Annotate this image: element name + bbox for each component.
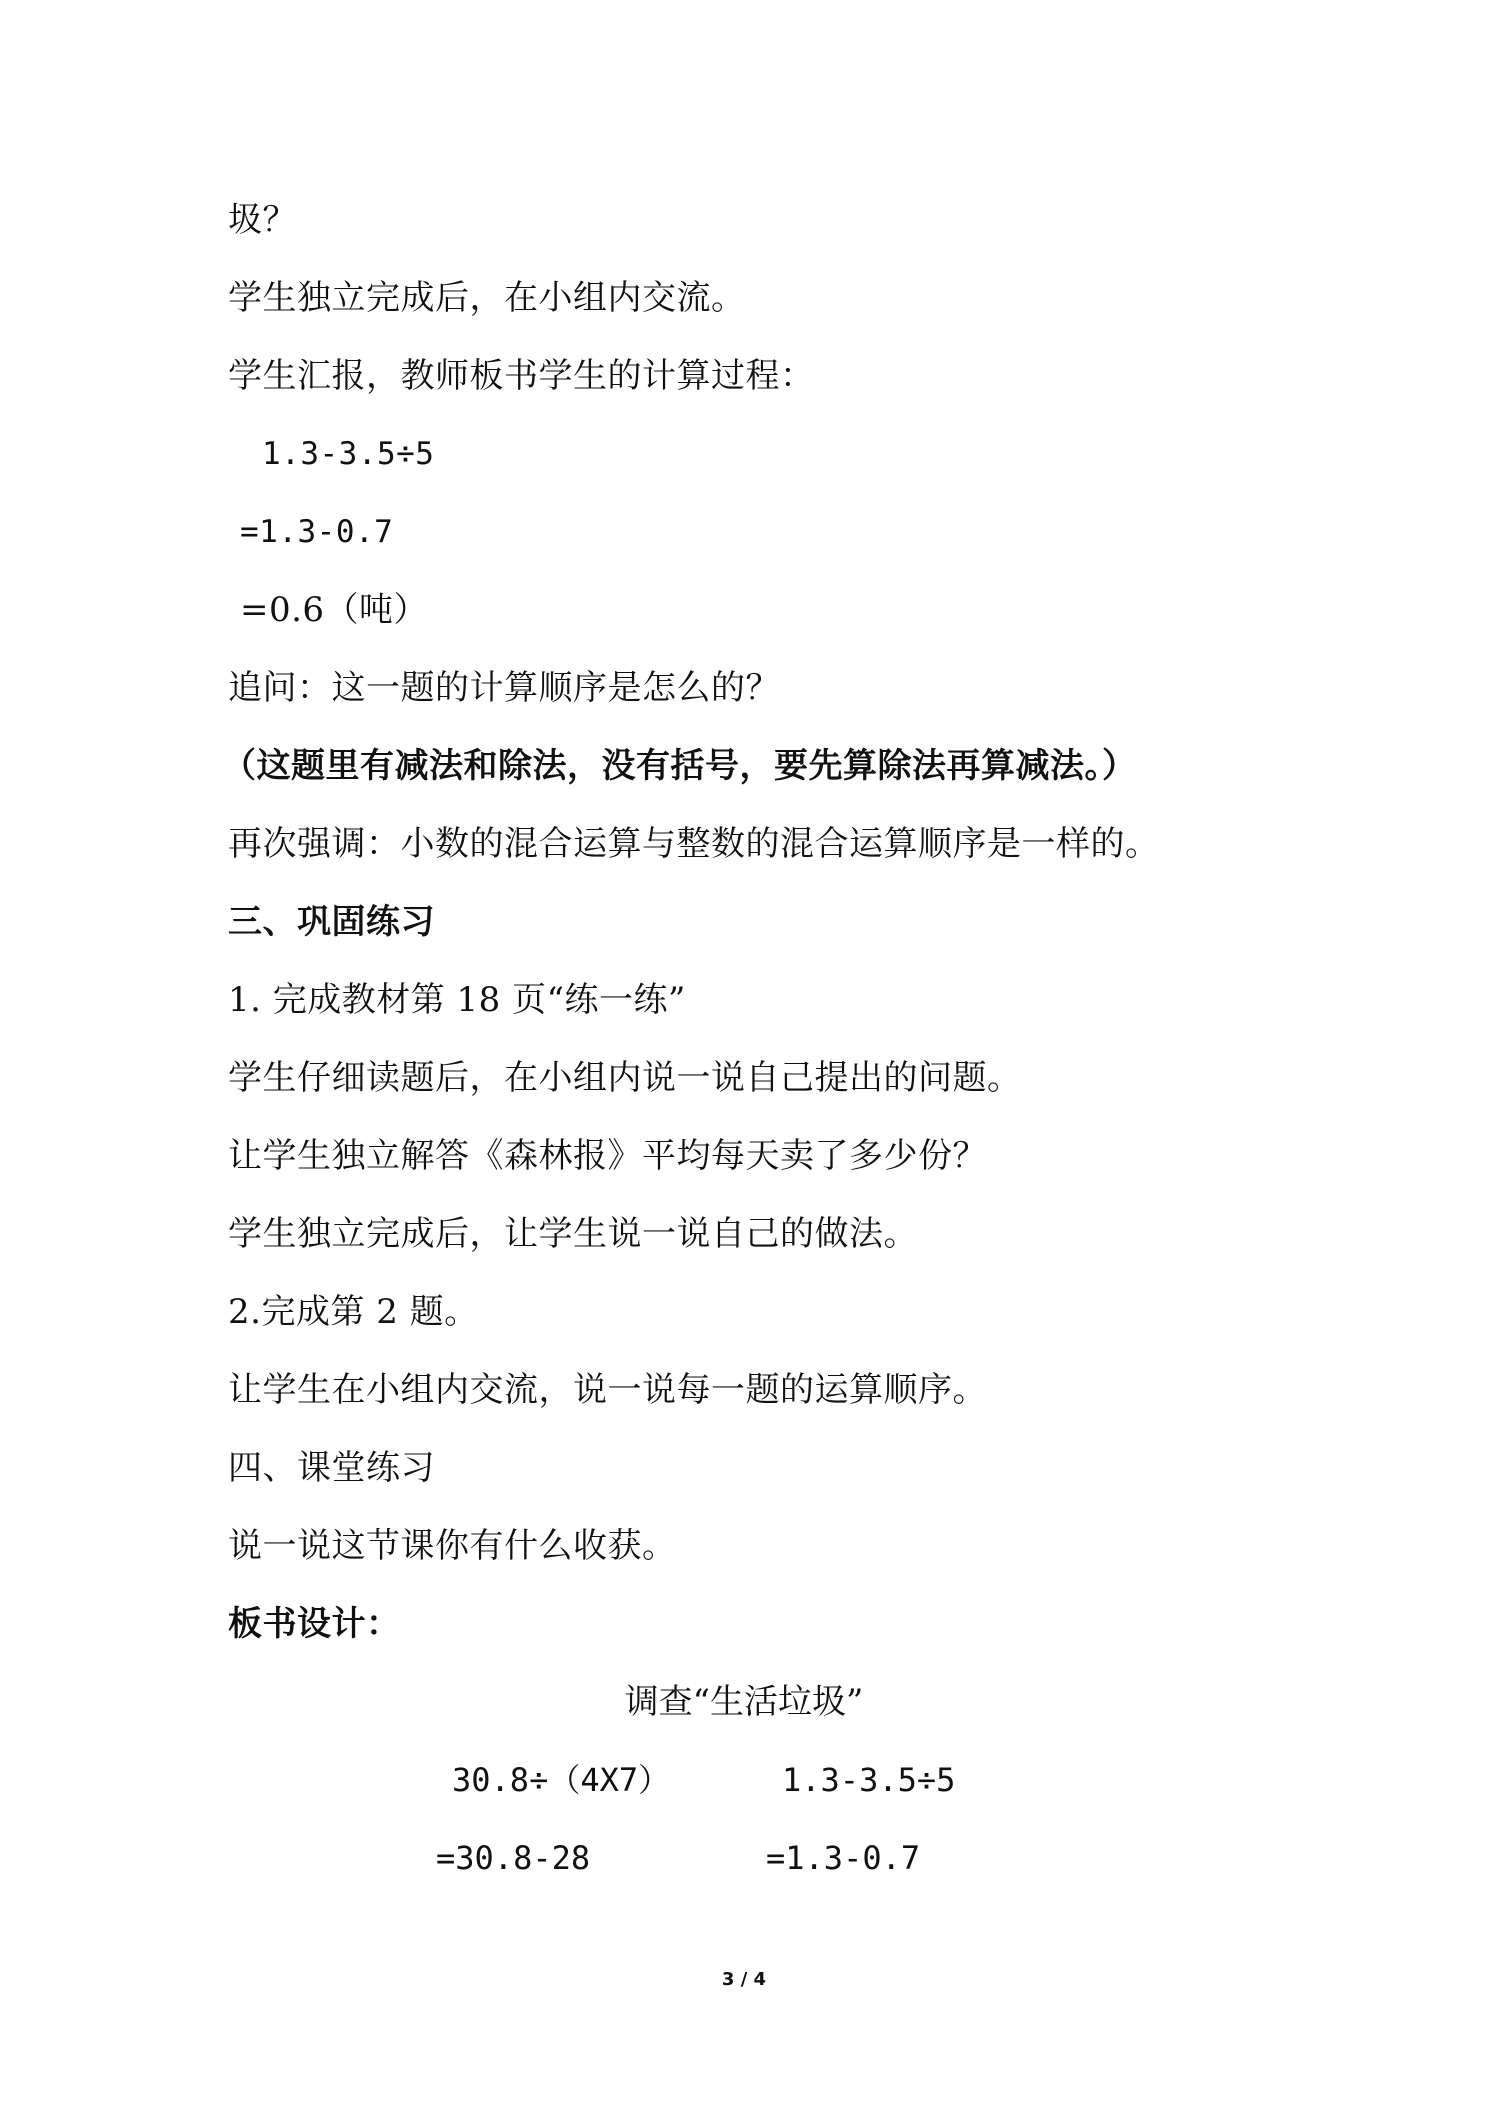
text-line-garbage-question: 圾？ [228, 200, 297, 240]
text-line-group-discussion: 让学生在小组内交流，说一说每一题的运算顺序。 [228, 1370, 987, 1410]
heading-board-design: 板书设计： [228, 1604, 401, 1644]
text-line-solve-newspaper: 让学生独立解答《森林报》平均每天卖了多少份？ [228, 1136, 987, 1176]
text-line-gains: 说一说这节课你有什么收获。 [228, 1526, 677, 1566]
text-line-exercise-2: 2.完成第 2 题。 [228, 1292, 479, 1332]
text-line-exercise-1: 1. 完成教材第 18 页“练一练” [228, 980, 686, 1020]
board-right-step-2: =1.3-0.7 [766, 1839, 921, 1877]
text-line-student-report: 学生汇报，教师板书学生的计算过程： [228, 356, 815, 396]
text-line-read-problem: 学生仔细读题后，在小组内说一说自己提出的问题。 [228, 1058, 1022, 1098]
text-line-order-explanation: （这题里有减法和除法，没有括号，要先算除法再算减法。） [222, 746, 1137, 786]
board-right-step-1: 1.3-3.5÷5 [782, 1761, 956, 1799]
text-line-independent-work: 学生独立完成后，在小组内交流。 [228, 278, 746, 318]
calc-step-3: =0.6（吨） [240, 590, 429, 630]
text-line-follow-up-question: 追问：这一题的计算顺序是怎么的？ [228, 668, 780, 708]
section-heading-practice: 三、巩固练习 [228, 902, 435, 942]
board-left-step-2: =30.8-28 [436, 1839, 591, 1877]
calc-step-1: 1.3-3.5÷5 [262, 436, 435, 472]
text-line-emphasis: 再次强调：小数的混合运算与整数的混合运算顺序是一样的。 [228, 824, 1160, 864]
section-heading-class-practice: 四、课堂练习 [228, 1448, 435, 1488]
text-line-explain-method: 学生独立完成后，让学生说一说自己的做法。 [228, 1214, 918, 1254]
board-left-step-1: 30.8÷（4X7） [452, 1761, 671, 1799]
board-title: 调查“生活垃圾” [624, 1682, 864, 1722]
calc-step-2: =1.3-0.7 [240, 514, 394, 550]
page-number: 3 / 4 [721, 1969, 767, 1990]
